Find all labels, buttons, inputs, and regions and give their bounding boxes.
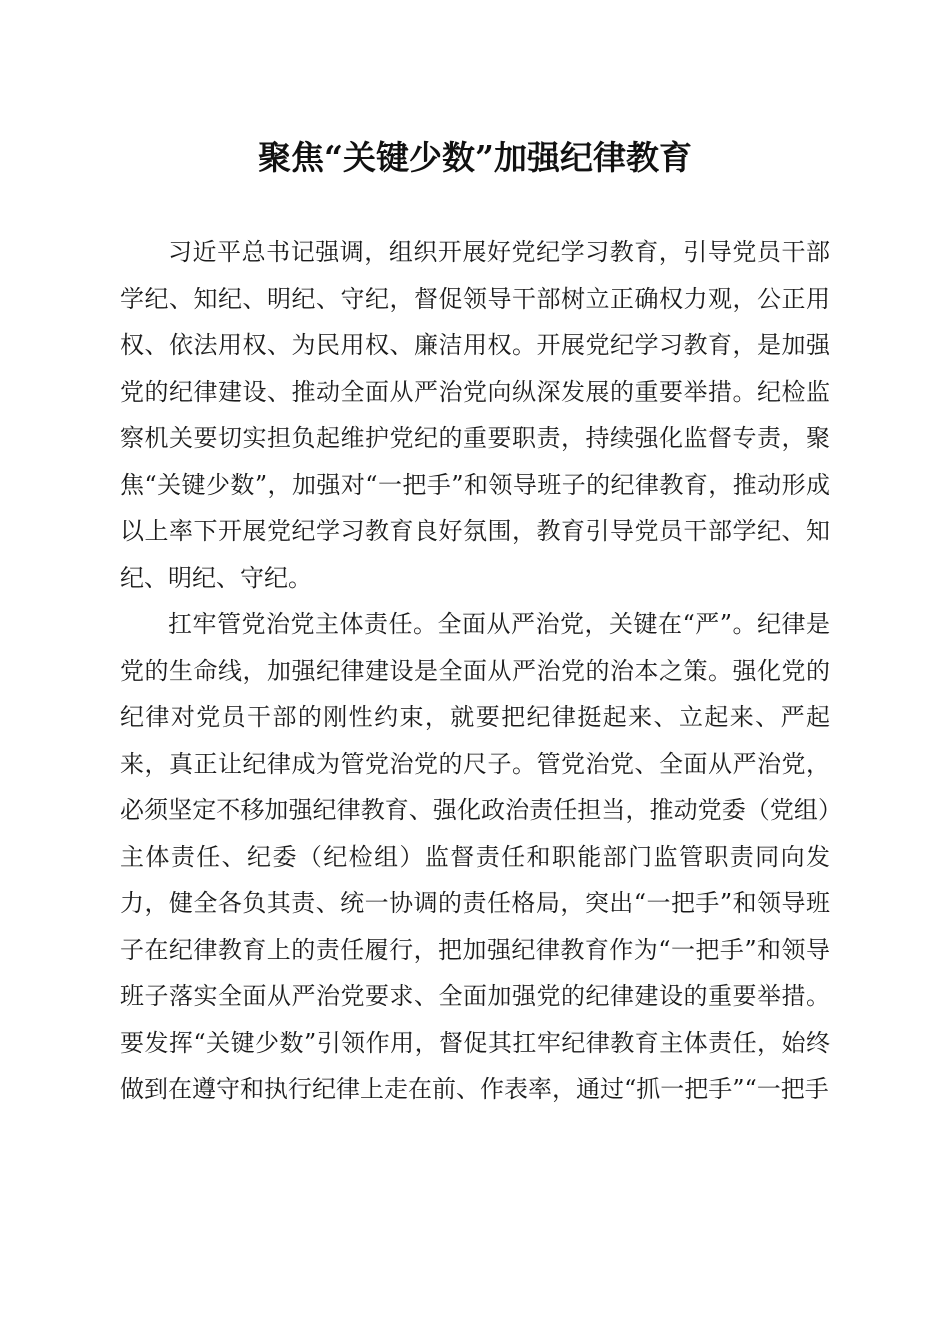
document-body [120,229,830,1113]
paragraph-2: 扛牢管党治党主体责任。全面从严治党，关键在“严”。纪律是党的生命线，加强纪律建设是全面从严治党的治本之策。强化党的纪律对党员干部的刚性约束，就要把纪律挺起来、立起来、严起来，真正让纪律成为管党治党的尺子。管党治党、全面从严治党，必须坚定不移加强纪律教育、强化政治责任担当，推动党委（党组）主体责任、纪委（纪检组）监督责任和职能部门监管职责同向发力，健全各负其责、统一协调的责任格局，突出“一把手”和领导班子在纪律教育上的责任履行，把加强纪律教育作为“一把手”和领导班子落实全面从严治党要求、全面加强党的纪律建设的重要举措。要发挥“关键少数”引领作用，督促其扛牢纪律教育主体责任，始终做到在遵守和执行纪律上走在前、作表率，通过“抓一把手”“一把手 [120,610,830,1103]
document-title: 聚焦“关键少数”加强纪律教育 [258,138,692,177]
paragraph-1: 习近平总书记强调，组织开展好党纪学习教育，引导党员干部学纪、知纪、明纪、守纪，督促领导干部树立正确权力观，公正用权、依法用权、为民用权、廉洁用权。开展党纪学习教育，是加强党的纪律建设、推动全面从严治党向纵深发展的重要举措。纪检监察机关要切实担负起维护党纪的重要职责，持续强化监督专责，聚焦“关键少数”，加强对“一把手”和领导班子的纪律教育，推动形成以上率下开展党纪学习教育良好氛围，教育引导党员干部学纪、知纪、明纪、守纪。 [120,238,830,592]
